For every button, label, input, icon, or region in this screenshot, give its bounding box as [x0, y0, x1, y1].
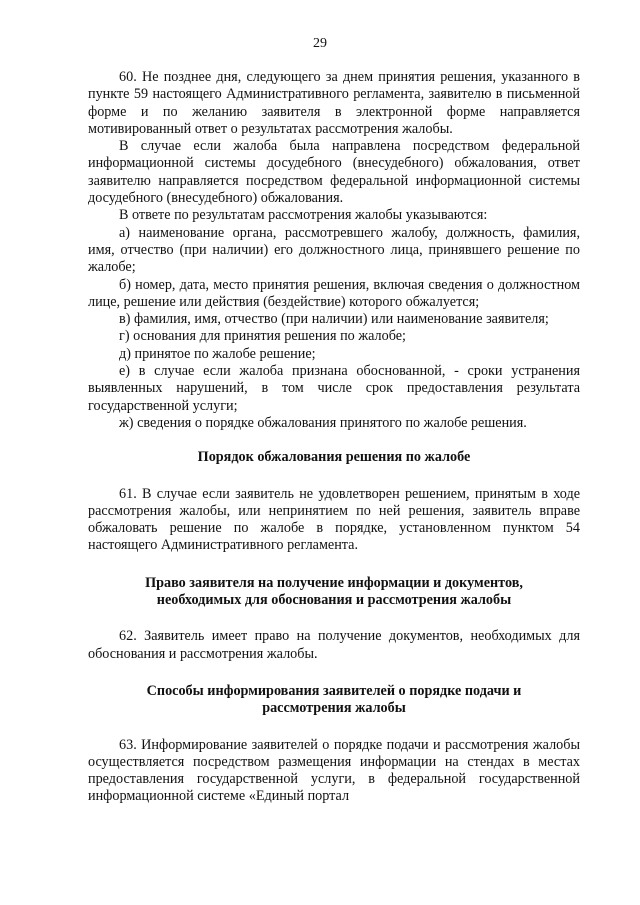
paragraph-60-answer-contents: В ответе по результатам рассмотрения жалобы указываются: [119, 207, 488, 224]
paragraph-63: 63. Информирование заявителей о порядке подачи и рассмотрения жалобы осуществляется посредством размещения информации на стендах в местах предоставления государственной услуги, в федеральной государственной информационной системе «Единый портал [88, 736, 580, 805]
page-number: 29 [313, 36, 327, 51]
paragraph-61: 61. В случае если заявитель не удовлетворен решением, принятым в ходе рассмотрения жалобы, или непринятием по ней решения, заявитель вправе обжаловать решение по жалобе в порядке, установленном пунктом 54 настоящего Административного регламента. [88, 485, 580, 554]
paragraph-62: 62. Заявитель имеет право на получение документов, необходимых для обоснования и рассмотрения жалобы. [88, 628, 580, 662]
section-heading-appeal: Порядок обжалования решения по жалобе [197, 449, 471, 466]
list-item-e: е) в случае если жалоба признана обоснованной, - сроки устранения выявленных нарушений, в том числе срок предоставления результата государственной услуги; [88, 363, 580, 414]
document-body [88, 69, 580, 806]
list-item-v: в) фамилия, имя, отчество (при наличии) или наименование заявителя; [119, 311, 549, 328]
section-heading-informing-line2: рассмотрения жалобы [262, 700, 406, 717]
list-item-b: б) номер, дата, место принятия решения, включая сведения о должностном лице, решение или действия (бездействие) которого обжалуется; [88, 276, 580, 310]
section-heading-rights-line2: необходимых для обоснования и рассмотрения жалобы [156, 592, 512, 609]
section-heading-informing [88, 683, 580, 718]
list-item-d: д) принятое по жалобе решение; [119, 345, 316, 362]
section-heading-rights [88, 575, 580, 610]
paragraph-60: 60. Не позднее дня, следующего за днем принятия решения, указанного в пункте 59 настоящего Административного регламента, заявителю в письменной форме и по желанию заявителя в электронной форме направляется мотивированный ответ о результатах рассмотрения жалобы. [88, 69, 580, 137]
section-heading-rights-line1: Право заявителя на получение информации и документов, [145, 574, 523, 591]
list-item-zh: ж) сведения о порядке обжалования принятого по жалобе решения. [119, 414, 527, 431]
section-heading-informing-line1: Способы информирования заявителей о порядке подачи и [146, 682, 522, 699]
paragraph-60-federal-system: В случае если жалоба была направлена посредством федеральной информационной системы досудебного (внесудебного) обжалования, ответ заявителю направляется посредством федеральной информационной системы досудебного (внесудебного) обжалования. [88, 138, 580, 207]
list-item-g: г) основания для принятия решения по жалобе; [119, 328, 406, 345]
list-item-a: а) наименование органа, рассмотревшего жалобу, должность, фамилия, имя, отчество (при наличии) его должностного лица, принявшего решение по жалобе; [88, 224, 580, 276]
